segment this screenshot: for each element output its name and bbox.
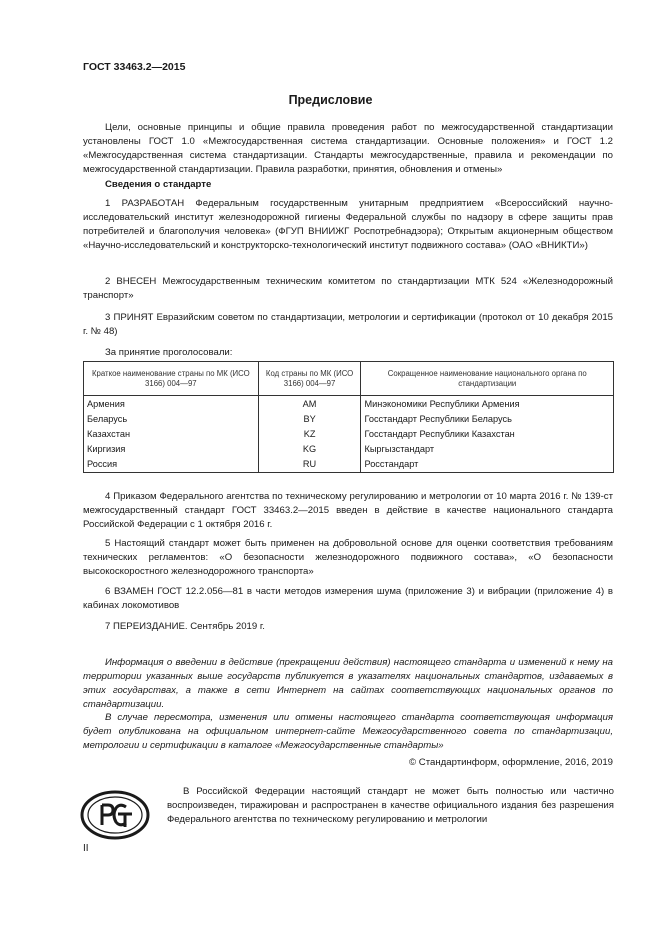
country-cell: Армения	[84, 396, 259, 413]
page-title: Предисловие	[288, 93, 373, 107]
voting-table	[83, 361, 614, 473]
item-1-developed-by: 1 РАЗРАБОТАН Федеральным государственным унитарным предприятием «Всероссийский научно-исследовательский институт железнодорожной гигиены Федеральной службы по надзору в сфере защиты прав потребителей и благополучия человека» (ФГУП ВНИИЖГ Роспотребнадзора); Открытым акционерным обществом «Научно-исследовательский и конструкторско-технологический институт подвижного состава» (ОАО «ВНИКТИ»)	[83, 198, 613, 251]
item-7-reissue: 7 ПЕРЕИЗДАНИЕ. Сентябрь 2019 г.	[105, 621, 265, 632]
intro-paragraph: Цели, основные принципы и общие правила проведения работ по межгосударственной стандартизации установлены ГОСТ 1.0 «Межгосударственная система стандартизации. Основные положения» и ГОСТ 1.2 «Межгосударственная система стандартизации. Стандарты межгосударственные, правила и рекомендации по межгосударственной стандартизации. Правила разработки, принятия, обновления и отмены»	[83, 122, 613, 175]
code-cell: RU	[258, 457, 361, 473]
body-cell: Минэкономики Республики Армения	[361, 396, 614, 413]
country-cell: Киргизия	[84, 442, 259, 457]
item-4-order: 4 Приказом Федерального агентства по техническому регулированию и метрологии от 10 марта 2016 г. № 139-ст межгосударственный стандарт ГОСТ 33463.2—2015 введен в действие в качестве национального стандарта Российской Федерации с 1 октября 2016 г.	[83, 491, 613, 530]
info-paragraph-2: В случае пересмотра, изменения или отмены настоящего стандарта соответствующая информация будет опубликована на официальном интернет-сайте Межгосударственного совета по стандартизации, метрологии и сертификации в каталоге «Межгосударственные стандарты»	[83, 712, 613, 751]
body-cell: Кыргызстандарт	[361, 442, 614, 457]
body-cell: Госстандарт Республики Беларусь	[361, 412, 614, 427]
code-cell: KG	[258, 442, 361, 457]
table-row	[84, 457, 614, 473]
country-cell: Казахстан	[84, 427, 259, 442]
item-2-submitted-by: 2 ВНЕСЕН Межгосударственным техническим комитетом по стандартизации МТК 524 «Железнодорожный транспорт»	[83, 276, 613, 301]
country-cell: Россия	[84, 457, 259, 473]
voted-label: За принятие проголосовали:	[105, 347, 233, 358]
table-row	[84, 396, 614, 413]
item-3-adopted-by: 3 ПРИНЯТ Евразийским советом по стандартизации, метрологии и сертификации (протокол от 10 декабря 2015 г. № 48)	[83, 312, 613, 337]
item-6-replaces: 6 ВЗАМЕН ГОСТ 12.2.056—81 в части методов измерения шума (приложение 3) и вибрации (приложение 4) в кабинах локомотивов	[83, 586, 613, 611]
section-heading: Сведения о стандарте	[105, 179, 212, 190]
copyright-line: © Стандартинформ, оформление, 2016, 2019	[409, 757, 613, 768]
table-header-country: Краткое наименование страны по МК (ИСО 3166) 004—97	[84, 362, 259, 396]
table-row	[84, 412, 614, 427]
info-paragraph-1: Информация о введении в действие (прекращении действия) настоящего стандарта и изменений к нему на территории указанных выше государств публикуется в указателях национальных стандартов, издаваемых в этих государствах, а также в сети Интернет на сайтах соответствующих национальных органов по стандартизации.	[83, 657, 613, 710]
page-number: II	[83, 843, 89, 854]
reproduction-notice: В Российской Федерации настоящий стандарт не может быть полностью или частично воспроизведен, тиражирован и распространен в качестве официального издания без разрешения Федерального агентства по техническому регулированию и метрологии	[167, 786, 614, 825]
code-cell: KZ	[258, 427, 361, 442]
table-header-code: Код страны по МК (ИСО 3166) 004—97	[258, 362, 361, 396]
item-5-applicability: 5 Настоящий стандарт может быть применен на добровольной основе для оценки соответствия требованиям технических регламентов: «О безопасности железнодорожного подвижного состава», «О безопасности высокоскоростного железнодорожного транспорта»	[83, 538, 613, 577]
country-cell: Беларусь	[84, 412, 259, 427]
document-id: ГОСТ 33463.2—2015	[83, 61, 186, 73]
table-header-body: Сокращенное наименование национального органа по стандартизации	[361, 362, 614, 396]
table-row	[84, 427, 614, 442]
rst-certification-mark-icon	[80, 790, 150, 840]
body-cell: Госстандарт Республики Казахстан	[361, 427, 614, 442]
body-cell: Росстандарт	[361, 457, 614, 473]
code-cell: AM	[258, 396, 361, 413]
code-cell: BY	[258, 412, 361, 427]
table-row	[84, 442, 614, 457]
